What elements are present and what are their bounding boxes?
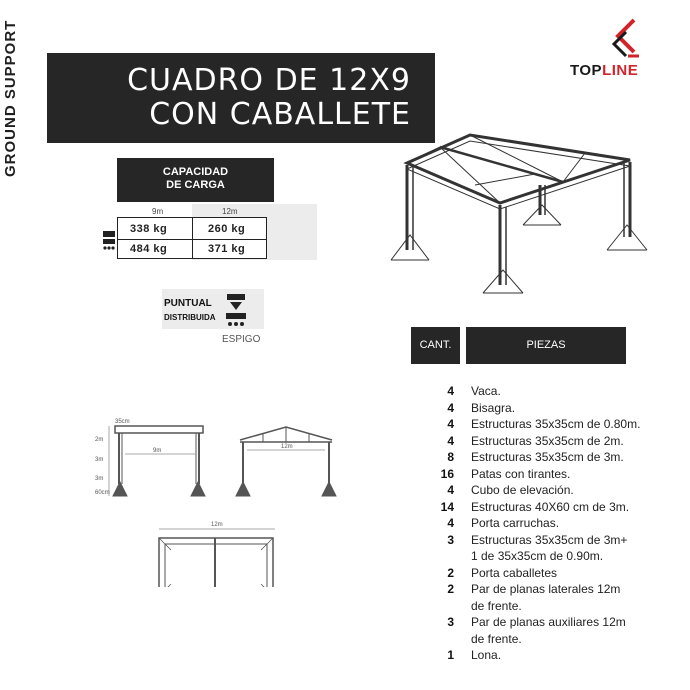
- piece-desc: de frente.: [471, 631, 522, 646]
- title-line-1: CUADRO DE 12X9: [127, 63, 411, 98]
- piece-qty: 4: [447, 417, 454, 431]
- piece-qty: 4: [447, 433, 454, 448]
- capacity-header-line1: CAPACIDAD: [162, 166, 229, 178]
- pieces-name-header: PIEZAS: [466, 327, 626, 364]
- piece-desc: Estructuras 40X60 cm de 3m.: [471, 499, 630, 514]
- dim-front-base: 60cm: [95, 490, 110, 496]
- list-item: [430, 401, 685, 418]
- title-banner: [47, 53, 435, 143]
- list-item: [430, 434, 685, 451]
- piece-desc: Porta carruchas.: [471, 516, 560, 530]
- side-elevation-drawing: [236, 427, 336, 496]
- piece-qty: 4: [447, 516, 454, 530]
- list-item: [430, 648, 685, 665]
- piece-desc: Vaca.: [471, 384, 501, 398]
- dim-front-h3: 3m: [95, 476, 104, 482]
- piece-qty: 3: [447, 615, 454, 629]
- list-item: [430, 516, 685, 533]
- table-row: [118, 220, 266, 240]
- capacity-header: [117, 158, 274, 202]
- capacity-point-12m: 260 kg: [208, 223, 246, 235]
- front-elevation-drawing: [109, 426, 205, 496]
- logo-word-line: LINE: [602, 62, 639, 79]
- list-item: [430, 632, 685, 649]
- load-legend-icon: [224, 293, 248, 329]
- list-item: [430, 417, 685, 434]
- capacity-point-9m: 338 kg: [130, 223, 168, 235]
- list-item: [430, 483, 685, 500]
- capacity-distributed-9m: 484 kg: [130, 243, 168, 255]
- piece-qty: 4: [447, 400, 454, 415]
- topline-logo: [570, 18, 680, 80]
- piece-desc: Bisagra.: [471, 400, 516, 415]
- piece-desc: 1 de 35x35cm de 0.90m.: [471, 549, 604, 563]
- piece-qty: 4: [447, 483, 454, 497]
- side-category-label: GROUND SUPPORT: [2, 20, 19, 178]
- piece-desc: Par de planas laterales 12m: [471, 582, 621, 596]
- legend-espigo: ESPIGO: [222, 334, 261, 345]
- piece-desc: Par de planas auxiliares 12m: [471, 615, 626, 629]
- pieces-qty-header: CANT.: [411, 327, 460, 364]
- table-row: [118, 239, 266, 259]
- piece-desc: Patas con tirantes.: [471, 466, 571, 481]
- legend-box: [162, 289, 264, 329]
- capacity-table: [117, 217, 267, 259]
- list-item: [430, 615, 685, 632]
- dim-front-width: 9m: [153, 448, 162, 454]
- piece-desc: Lona.: [471, 648, 502, 662]
- list-item: [430, 533, 685, 550]
- capacity-col-9m: 9m: [152, 207, 164, 216]
- piece-qty: 4: [447, 384, 454, 398]
- legend-distribuida: DISTRIBUIDA: [164, 313, 216, 322]
- list-item: [430, 599, 685, 616]
- piece-qty: 2: [447, 565, 454, 580]
- legend-puntual: PUNTUAL: [164, 298, 212, 309]
- logo-mark-icon: [608, 18, 640, 60]
- logo-word-top: TOP: [570, 62, 603, 79]
- dim-front-h2: 3m: [95, 457, 104, 463]
- plan-view-drawing: [159, 529, 275, 587]
- load-type-icon: [102, 231, 116, 253]
- list-item: [430, 467, 685, 484]
- truss-structure-illustration: [385, 125, 650, 305]
- piece-desc: Porta caballetes: [471, 565, 558, 580]
- piece-desc: Estructuras 35x35cm de 3m.: [471, 450, 624, 464]
- capacity-header-line2: DE CARGA: [166, 179, 225, 191]
- dim-plan-width: 12m: [211, 522, 223, 528]
- capacity-col-12m: 12m: [222, 207, 238, 216]
- technical-drawings: [95, 412, 385, 587]
- list-item: [430, 500, 685, 517]
- piece-desc: Estructuras 35x35cm de 2m.: [471, 433, 624, 448]
- piece-qty: 14: [440, 499, 454, 514]
- piece-desc: Estructuras 35x35cm de 3m+: [471, 532, 628, 547]
- list-item: [430, 582, 685, 599]
- piece-desc: Cubo de elevación.: [471, 483, 574, 497]
- list-item: [430, 384, 685, 401]
- piece-desc: de frente.: [471, 598, 522, 613]
- piece-qty: 8: [447, 450, 454, 464]
- list-item: [430, 450, 685, 467]
- dim-front-h1: 2m: [95, 437, 104, 443]
- capacity-distributed-12m: 371 kg: [208, 243, 246, 255]
- pieces-list: [430, 384, 685, 665]
- piece-qty: 3: [447, 532, 454, 547]
- list-item: [430, 549, 685, 566]
- piece-qty: 2: [447, 582, 454, 596]
- piece-qty: 1: [447, 648, 454, 662]
- logo-wordmark: [570, 62, 638, 79]
- list-item: [430, 566, 685, 583]
- dim-side-width: 12m: [281, 444, 293, 450]
- title-line-2: CON CABALLETE: [149, 97, 411, 132]
- piece-qty: 16: [440, 466, 454, 481]
- piece-desc: Estructuras 35x35cm de 0.80m.: [471, 417, 641, 431]
- dim-front-top: 35cm: [115, 419, 130, 425]
